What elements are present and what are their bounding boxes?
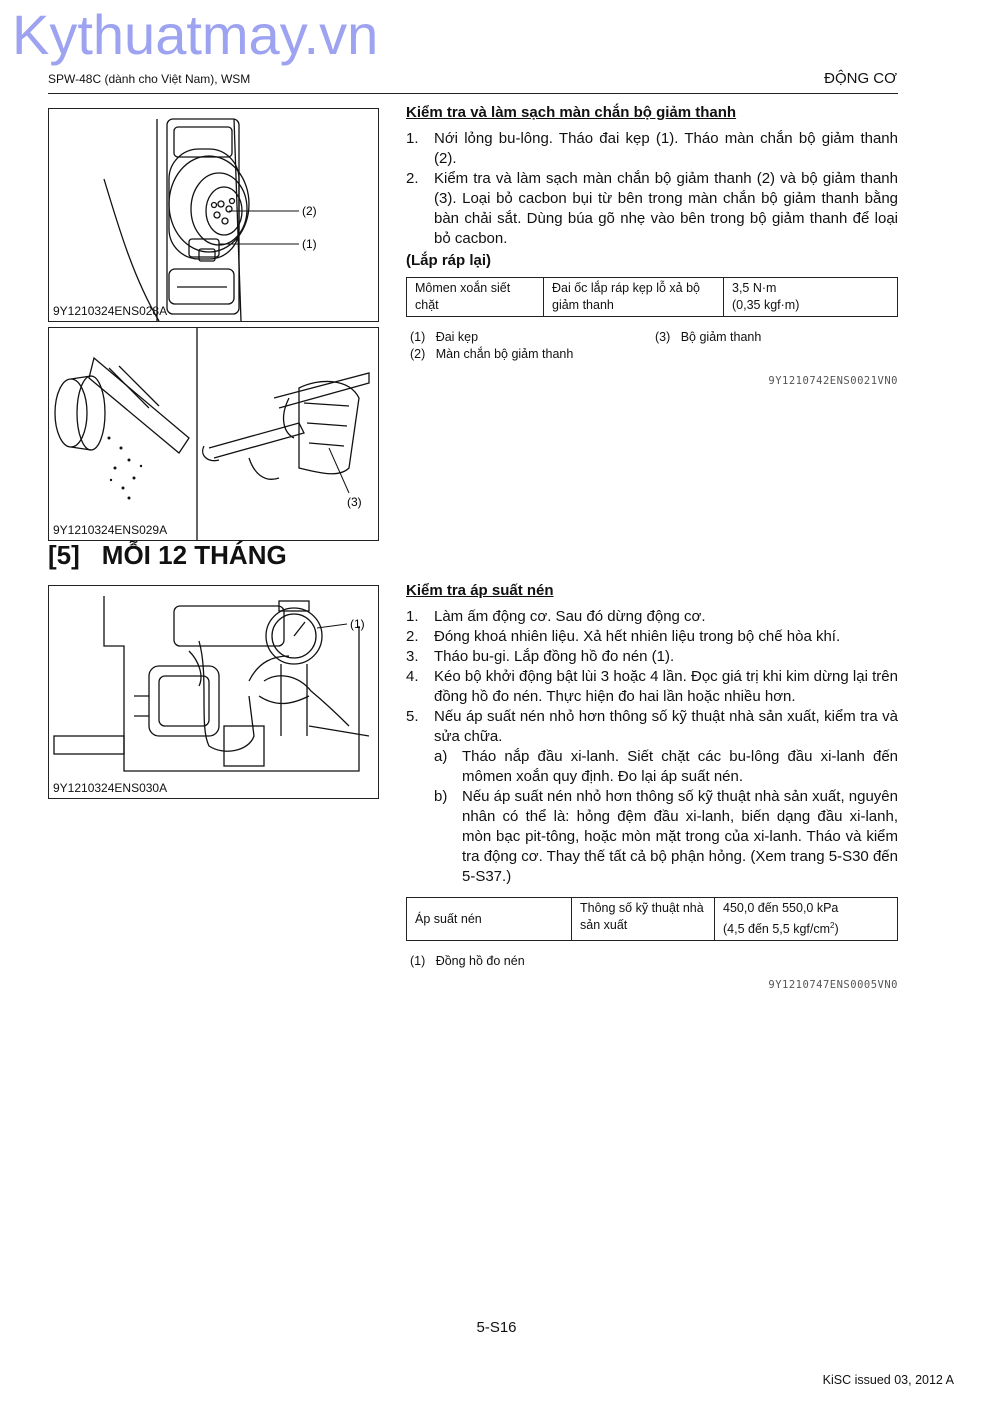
page-number: 5-S16 bbox=[476, 1319, 517, 1336]
spec-item: Thông số kỹ thuật nhà sản xuất bbox=[572, 898, 715, 941]
document-code: 9Y1210747ENS0005VN0 bbox=[768, 979, 898, 992]
list-item: 2. Kiểm tra và làm sạch màn chắn bộ giảm thanh (2) và bộ giảm thanh (3). Loại bỏ cacbon bụi từ bên trong màn chắn bộ giảm thanh bằng bàn chải sắt. Dùng búa gõ nhẹ vào bên trong bộ giảm thanh để loại bỏ cacbon. bbox=[406, 170, 898, 247]
spec-label: Mômen xoắn siết chặt bbox=[407, 278, 544, 317]
figure-code: 9Y1210324ENS029A bbox=[53, 523, 168, 537]
figure-label-1: (1) bbox=[302, 237, 317, 251]
figure-code: 9Y1210324ENS028A bbox=[53, 304, 168, 318]
figure-label-2: (2) bbox=[302, 204, 317, 218]
header-rule bbox=[48, 93, 898, 94]
section-title: Kiểm tra áp suất nén bbox=[406, 582, 554, 599]
issue-note: KiSC issued 03, 2012 A bbox=[822, 1373, 954, 1387]
legend-item: (1) Đai kẹp bbox=[410, 330, 479, 344]
list-item: 3. Tháo bu-gi. Lắp đồng hồ đo nén (1). bbox=[406, 648, 675, 665]
spec-value: 3,5 N·m (0,35 kgf·m) bbox=[724, 278, 898, 317]
list-item: a) Tháo nắp đầu xi-lanh. Siết chặt các bu-lông đầu xi-lanh đến mômen xoắn quy định. Đo lại áp suất nén. bbox=[434, 748, 898, 785]
section-title: Kiểm tra và làm sạch màn chắn bộ giảm thanh bbox=[406, 104, 737, 121]
list-item: 5. Nếu áp suất nén nhỏ hơn thông số kỹ thuật nhà sản xuất, kiểm tra và sửa chữa. a) Tháo nắp đầu xi-lanh. Siết chặt các bu-lông đầu xi-lanh đến mômen xoắn quy định. Đo lại áp suất nén. b) Nếu áp suất nén nhỏ hơn thông số kỹ thuật nhà sản xuất, nguyên nhân có thể là: hỏng đệm đầu xi-lanh, biến dạng đầu xi-lanh, mòn bạc pit-tông, hoặc mòn mặt trong của xi-lanh. Tháo và kiểm tra động cơ. Thay thế tất cả bộ phận hỏng. (Xem trang 5-S30 đến 5-S37.) bbox=[406, 708, 898, 885]
compression-steps bbox=[406, 607, 898, 887]
compression-gauge-illustration bbox=[49, 586, 378, 798]
legend-item: (3) Bộ giảm thanh bbox=[655, 330, 762, 344]
list-item: 1. Nới lỏng bu-lông. Tháo đai kẹp (1). Tháo màn chắn bộ giảm thanh (2). bbox=[406, 130, 898, 167]
list-item: 4. Kéo bộ khởi động bật lùi 3 hoặc 4 lần. Đọc giá trị khi kim dừng lại trên đồng hồ đo nén. Thực hiện đo hai lần hoặc nhiều hơn. bbox=[406, 668, 898, 705]
list-item: b) Nếu áp suất nén nhỏ hơn thông số kỹ thuật nhà sản xuất, nguyên nhân có thể là: hỏng đệm đầu xi-lanh, biến dạng đầu xi-lanh, mòn bạc pit-tông, hoặc mòn mặt trong của xi-lanh. Tháo và kiểm tra động cơ. Thay thế tất cả bộ phận hỏng. (Xem trang 5-S30 đến 5-S37.) bbox=[434, 788, 898, 885]
compression-spec-table bbox=[406, 897, 898, 941]
compression-substeps bbox=[434, 747, 898, 887]
figure-legend bbox=[406, 953, 898, 971]
torque-spec-table bbox=[406, 277, 898, 317]
legend-item: (2) Màn chắn bộ giảm thanh bbox=[410, 347, 574, 361]
assembly-heading: (Lắp ráp lại) bbox=[406, 252, 492, 269]
list-item: 1. Làm ấm động cơ. Sau đó dừng động cơ. bbox=[406, 608, 706, 625]
muffler-cleaning-illustration bbox=[49, 328, 378, 540]
section-compression bbox=[406, 581, 898, 995]
spec-item: Đai ốc lắp ráp kẹp lỗ xả bộ giảm thanh bbox=[544, 278, 724, 317]
figure-muffler-cleaning bbox=[48, 327, 379, 541]
figure-muffler-screen bbox=[48, 108, 379, 322]
figure-label-1: (1) bbox=[350, 617, 365, 631]
document-code: 9Y1210742ENS0021VN0 bbox=[768, 375, 898, 387]
header-chapter: ĐỘNG CƠ bbox=[824, 70, 897, 87]
legend-item: (1) Đồng hồ đo nén bbox=[410, 954, 525, 969]
spec-label: Áp suất nén bbox=[407, 898, 572, 941]
watermark: Kythuatmay.vn bbox=[12, 3, 379, 66]
figure-label-3: (3) bbox=[347, 495, 362, 509]
figure-compression-gauge bbox=[48, 585, 379, 799]
section-muffler bbox=[406, 103, 898, 391]
figure-legend bbox=[406, 329, 898, 367]
muffler-steps bbox=[406, 129, 898, 249]
section-heading: [5] MỖI 12 THÁNG bbox=[48, 540, 287, 570]
spec-value: 450,0 đến 550,0 kPa (4,5 đến 5,5 kgf/$cm^2$) bbox=[715, 898, 898, 941]
header-manual-title: SPW-48C (dành cho Việt Nam), WSM bbox=[48, 72, 251, 86]
list-item: 2. Đóng khoá nhiên liệu. Xả hết nhiên liệu trong bộ chế hòa khí. bbox=[406, 628, 841, 645]
muffler-screen-illustration bbox=[49, 109, 378, 321]
figure-code: 9Y1210324ENS030A bbox=[53, 781, 168, 795]
